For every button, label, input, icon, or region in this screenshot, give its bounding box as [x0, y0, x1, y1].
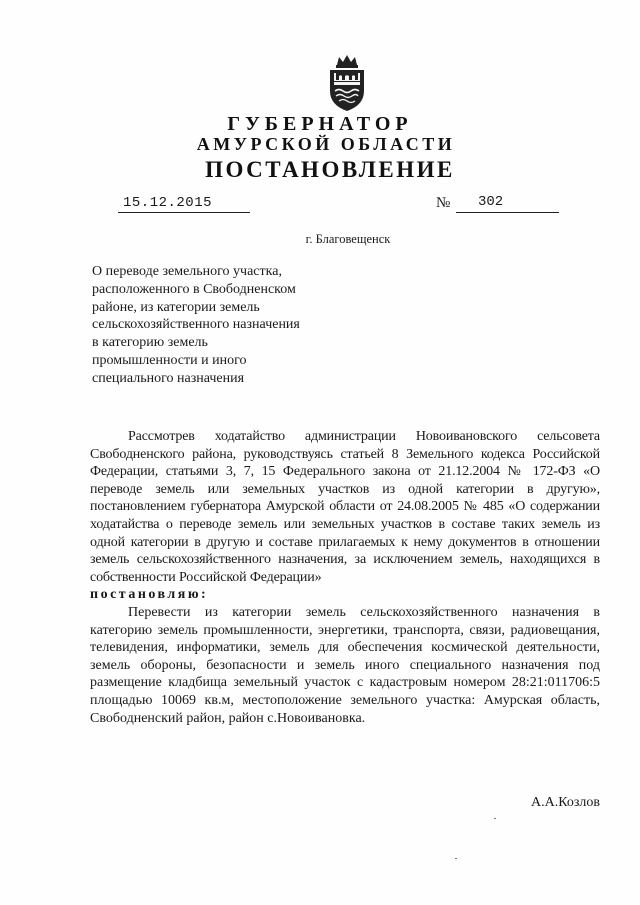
- document-body: [90, 428, 600, 727]
- header-document-type: ПОСТАНОВЛЕНИЕ: [205, 157, 455, 182]
- signature-name: А.А.Козлов: [531, 795, 600, 810]
- document-date: 15.12.2015: [123, 195, 213, 211]
- preamble-paragraph: Рассмотрев ходатайство администрации Новоивановского сельсовета Свободненского района, руководствуясь статьей 8 Земельного кодекса Российской Федерации, статьями 3, 7, 15 Федерального закона от 21.12.2004 № 172-ФЗ «О переводе земель или земельных участков из одной категории в другую», постановлением губернатора Амурской области от 24.08.2005 № 485 «О содержании ходатайства о переводе земель или земельных участков в составе таких земель из одной категории в другую и составе прилагаемых к нему документов в отношении земель сельскохозяйственного назначения, за исключением земель, находящихся в собственности Российской Федерации»: [90, 429, 600, 585]
- subject-line: специального назначения: [92, 370, 245, 386]
- subject-line: сельскохозяйственного назначения: [92, 317, 300, 333]
- header-region: АМУРСКОЙ ОБЛАСТИ: [196, 134, 456, 154]
- header-governor: ГУБЕРНАТОР: [227, 113, 413, 135]
- document-subject: [92, 263, 352, 388]
- date-underline: [118, 212, 250, 213]
- document-number: 302: [478, 194, 504, 210]
- number-underline: [456, 212, 559, 213]
- subject-line: промышленности и иного: [92, 352, 247, 368]
- subject-line: расположенного в Свободненском: [92, 281, 296, 297]
- resolution-paragraph: Перевести из категории земель сельскохозяйственного назначения в категорию земель промышленности, энергетики, транспорта, связи, радиовещания, телевидения, информатики, земель для обеспечения космической деятельности, земель обороны, безопасности и земель иного специального назначения под размещение кладбища земельный участок с кадастровым номером 28:21:011706:5 площадью 10069 кв.м, местоположение земельного участка: Амурская область, Свободненский район, район с.Новоивановка.: [90, 604, 600, 726]
- amur-region-coat-of-arms-icon: [325, 55, 369, 113]
- city-label: г. Благовещенск: [305, 232, 391, 246]
- subject-line: в категорию земель: [92, 335, 208, 351]
- scan-speck: [455, 858, 457, 859]
- scan-speck: [494, 818, 496, 819]
- subject-line: О переводе земельного участка,: [92, 264, 282, 279]
- decree-word: постановляю:: [90, 587, 209, 603]
- number-sign: №: [436, 195, 451, 211]
- subject-line: районе, из категории земель: [92, 299, 260, 315]
